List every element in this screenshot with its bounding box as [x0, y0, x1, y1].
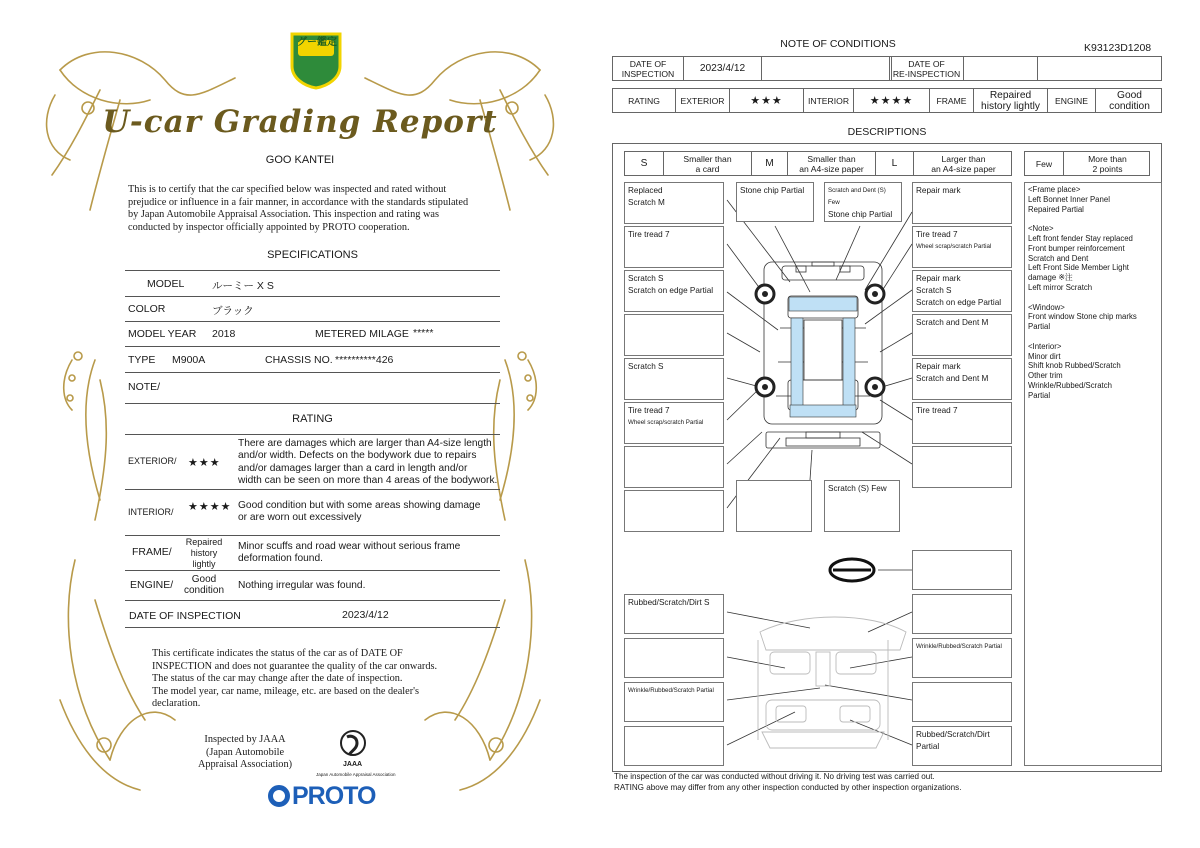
frame-label: FRAME: [929, 89, 973, 112]
interior-box-left-4: [624, 726, 724, 766]
type-label: TYPE: [128, 354, 156, 366]
jaaa-mark-text: JAAA: [343, 761, 363, 768]
certification-statement: This is to certify that the car specified below was inspected and rated without prejudice or influence in a fair manner, in accordance with the standards stipulated by Japan Automobile Appraisal Association. This inspection and rating was conducted by inspector officially appointed by PROTO cooperation.: [128, 184, 469, 233]
badge-text: グー鑑定: [297, 37, 337, 48]
notes-interior: <Interior> Minor dirt Shift knob Rubbed/Scratch Other trim Wrinkle/Rubbed/Scratch Partial: [1028, 341, 1121, 400]
frame-value: Repaired history lightly: [185, 537, 223, 569]
report-title: U-car Grading Report: [102, 104, 498, 140]
interior-box-left-2: [624, 638, 724, 678]
divider: [125, 600, 500, 601]
note-label: NOTE/: [128, 381, 161, 393]
chassis-value: **********426: [335, 354, 394, 366]
legend-s: S: [640, 158, 648, 169]
legend-few: Few: [1035, 158, 1053, 169]
interior-label: INTERIOR: [803, 89, 853, 112]
damage-box-front-bumper: Stone chip Partial: [736, 182, 814, 222]
color-label: COLOR: [128, 303, 166, 315]
damage-box-bonnet: Scratch and Dent (S) Few Stone chip Partial: [824, 182, 902, 222]
metered-milage-value: *****: [413, 327, 434, 339]
damage-box-left-rear-door: Scratch S: [624, 358, 724, 400]
exterior-label: EXTERIOR/: [128, 456, 177, 466]
divider: [125, 321, 500, 322]
date-of-inspection-value: 2023/4/12: [683, 57, 761, 80]
damage-box-right-fender: Repair mark Scratch S Scratch on edge Partial: [912, 270, 1012, 312]
report-id: K93123D1208: [1084, 42, 1152, 54]
legend-l-desc: Larger than an A4-size paper: [913, 152, 1013, 175]
damage-box-left-front-door: [624, 314, 724, 356]
interior-box-steering: [912, 550, 1012, 590]
divider: [125, 372, 500, 373]
interior-box-right-2: Wrinkle/Rubbed/Scratch Partial: [912, 638, 1012, 678]
conditions-title: NOTE OF CONDITIONS: [780, 38, 896, 50]
notes-panel: [1024, 182, 1162, 766]
damage-box-right-rear: [912, 446, 1012, 488]
divider: [125, 489, 500, 490]
divider: [125, 346, 500, 347]
damage-box-right-rear-tire: Tire tread 7: [912, 402, 1012, 444]
notes-window: <Window> Front window Stone chip marks Partial: [1028, 302, 1137, 332]
frame-value: Repaired history lightly: [973, 89, 1047, 112]
divider: [125, 570, 500, 571]
model-year-label: MODEL YEAR: [128, 328, 197, 340]
jaaa-caption: Japan Automobile Appraisal Association: [316, 772, 396, 777]
proto-logo: PROTO: [268, 782, 375, 811]
model-year-value: 2018: [212, 328, 236, 340]
rating-heading: RATING: [292, 413, 333, 425]
exterior-label: EXTERIOR: [675, 89, 729, 112]
note-of-conditions: [600, 0, 1200, 848]
damage-box-rear-left: [736, 480, 812, 532]
date-of-inspection-label: DATE OF INSPECTION: [621, 58, 675, 79]
footnote-rating-disclaimer: RATING above may differ from any other inspection conducted by other inspection organizations.: [614, 783, 962, 792]
interior-box-right-3: [912, 682, 1012, 722]
proto-mark-icon: [268, 785, 290, 807]
exterior-description: There are damages which are larger than A4-size length and/or width. Defects on the bodywork due to repairs and/or damages larger than a card in length and/or width can be seen on more than 4 areas of the bodywork.: [238, 438, 498, 487]
divider: [125, 270, 500, 271]
report-subtitle: GOO KANTEI: [265, 154, 335, 166]
damage-box-left-front-tire: Tire tread 7: [624, 226, 724, 268]
exterior-stars: ★★★: [729, 89, 803, 112]
interior-description: Good condition but with some areas showing damage or are worn out excessively: [238, 500, 481, 524]
damage-box-left-rear-bumper: [624, 490, 724, 532]
rating-label: RATING: [628, 95, 660, 106]
re-inspection-label: DATE OF RE-INSPECTION: [889, 57, 963, 80]
damage-box-left-fender: Scratch S Scratch on edge Partial: [624, 270, 724, 312]
damage-box-right-rear-door: Repair mark Scratch and Dent M: [912, 358, 1012, 400]
engine-value: Good condition: [183, 574, 225, 596]
damage-box-right-front-tire: Tire tread 7 Wheel scrap/scratch Partial: [912, 226, 1012, 268]
interior-stars: ★★★★: [188, 501, 232, 513]
notes-frame-place: <Frame place> Left Bonnet Inner Panel Repaired Partial: [1028, 185, 1110, 214]
metered-milage-label: METERED MILAGE: [315, 328, 409, 340]
damage-box-rear-gate: Scratch (S) Few: [824, 480, 900, 532]
interior-label: INTERIOR/: [128, 507, 174, 517]
damage-box-right-front: Repair mark: [912, 182, 1012, 224]
footnote-no-driving: The inspection of the car was conducted without driving it. No driving test was carried out.: [614, 772, 935, 781]
specifications-heading: SPECIFICATIONS: [267, 249, 358, 261]
damage-box-left-rear: [624, 446, 724, 488]
damage-box-left-front: Replaced Scratch M: [624, 182, 724, 224]
exterior-stars: ★★★: [188, 457, 221, 469]
certificate-disclaimer: This certificate indicates the status of the car as of DATE OF INSPECTION and does not guarantee the quality of the car onwards. The status of the car may change after the date of inspection. The model year, car name, mileage, etc. are based on the dealer's declaration.: [152, 648, 438, 710]
chassis-label: CHASSIS NO.: [265, 354, 333, 366]
interior-box-right-4: Rubbed/Scratch/Dirt Partial: [912, 726, 1012, 766]
damage-box-left-rear-tire: Tire tread 7 Wheel scrap/scratch Partial: [624, 402, 724, 444]
date-of-inspection-label: DATE OF INSPECTION: [129, 610, 241, 622]
engine-label: ENGINE/: [130, 579, 174, 591]
divider: [125, 434, 500, 435]
engine-label: ENGINE: [1047, 89, 1095, 112]
notes-note: <Note> Left front fender Stay replaced Front bumper reinforcement Scratch and Dent Left Front Side Member Light damage ※注 Left mirror Scratch: [1028, 224, 1133, 292]
descriptions-title: DESCRIPTIONS: [847, 126, 927, 138]
interior-box-right-1: [912, 594, 1012, 634]
interior-stars: ★★★★: [853, 89, 929, 112]
model-value: ルーミー X S: [212, 280, 274, 292]
legend-few-desc: More than 2 points: [1063, 152, 1151, 175]
inspected-by: Inspected by JAAA (Japan Automobile Appraisal Association): [197, 734, 293, 771]
frame-label: FRAME/: [132, 546, 172, 558]
legend-m-desc: Smaller than an A4-size paper: [787, 152, 875, 175]
engine-description: Nothing irregular was found.: [238, 580, 366, 591]
color-value: ブラック: [212, 305, 254, 317]
damage-box-right-front-door: Scratch and Dent M: [912, 314, 1012, 356]
divider: [125, 403, 500, 404]
legend-m: M: [751, 152, 787, 175]
interior-box-left-3: Wrinkle/Rubbed/Scratch Partial: [624, 682, 724, 722]
divider: [125, 296, 500, 297]
legend-s-desc: Smaller than a card: [663, 152, 751, 175]
model-label: MODEL: [147, 278, 185, 290]
interior-box-left-1: Rubbed/Scratch/Dirt S: [624, 594, 724, 634]
divider: [125, 535, 500, 536]
legend-l: L: [875, 152, 913, 175]
type-value: M900A: [172, 354, 206, 366]
frame-description: Minor scuffs and road wear without serious frame deformation found.: [238, 541, 461, 565]
date-of-inspection-value: 2023/4/12: [342, 609, 389, 621]
divider: [125, 627, 500, 628]
engine-value: Good condition: [1095, 89, 1163, 112]
